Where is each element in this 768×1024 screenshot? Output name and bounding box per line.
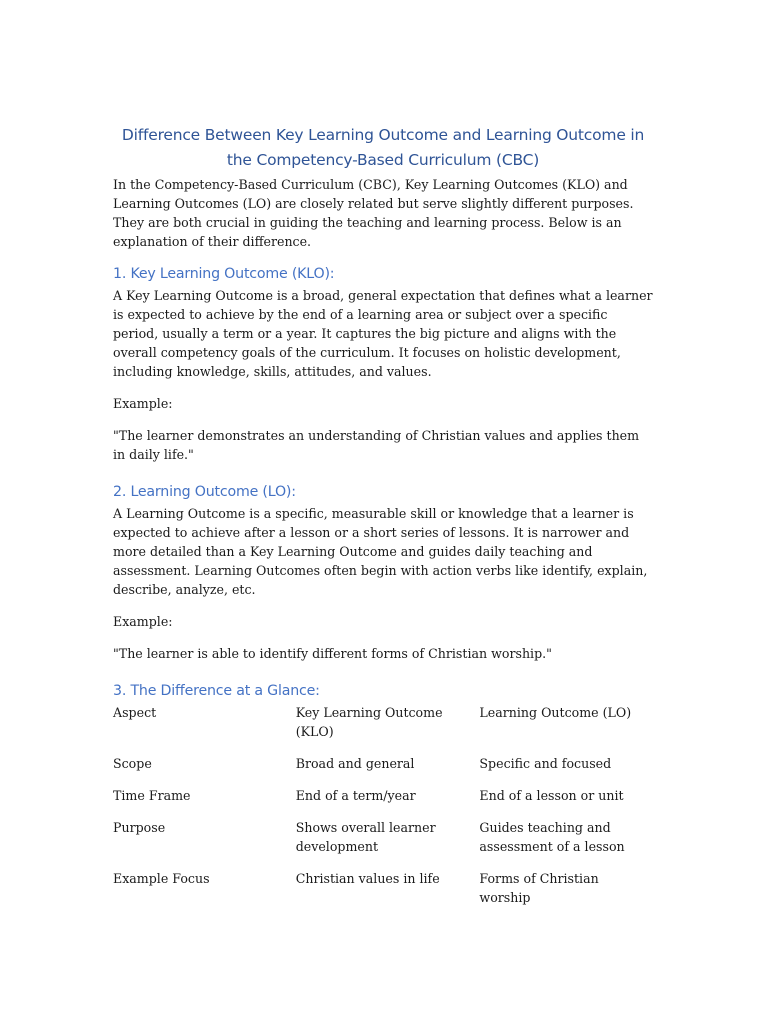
document-page [113,123,653,920]
comparison-table [113,703,653,920]
table-cell: Guides teaching and assessment of a lesson [479,820,625,854]
table-header-cell: Key Learning Outcome (KLO) [295,705,443,739]
table-cell: Purpose [113,820,166,835]
section-heading-lo: 2. Learning Outcome (LO): [113,484,296,500]
table-header-cell: Learning Outcome (LO) [479,705,632,720]
example-quote-klo: "The learner demonstrates an understanding of Christian values and applies them in daily life." [113,428,640,462]
document-title: Difference Between Key Learning Outcome and Learning Outcome in the Competency-Based Curriculum (CBC) [121,126,645,169]
example-quote-lo: "The learner is able to identify different forms of Christian worship." [113,646,552,661]
table-cell: Specific and focused [479,756,612,771]
table-cell: Forms of Christian worship [479,871,599,905]
table-cell: Time Frame [113,788,191,803]
table-cell: End of a lesson or unit [479,788,624,803]
table-cell: Broad and general [295,756,415,771]
table-header-row [113,703,653,754]
section-heading-difference: 3. The Difference at a Glance: [113,683,320,699]
table-row [113,818,653,869]
table-cell: Christian values in life [295,871,440,886]
section-heading-klo: 1. Key Learning Outcome (KLO): [113,266,335,282]
table-row [113,869,653,920]
table-row [113,754,653,786]
table-row [113,786,653,818]
example-label-klo: Example: [113,396,173,411]
table-cell: End of a term/year [295,788,416,803]
section-body-lo: A Learning Outcome is a specific, measurable skill or knowledge that a learner is expected to achieve after a lesson or a short series of lessons. It is narrower and more detailed than a Key Learning Outcome and guides daily teaching and assessment. Learning Outcomes often begin with action verbs like identify, explain, describe, analyze, etc. [113,506,648,597]
table-cell: Shows overall learner development [295,820,436,854]
section-body-klo: A Key Learning Outcome is a broad, general expectation that defines what a learner is expected to achieve by the end of a learning area or subject over a specific period, usually a term or a year. It captures the big picture and aligns with the overall competency goals of the curriculum. It focuses on holistic development, including knowledge, skills, attitudes, and values. [113,288,653,379]
table-cell: Example Focus [113,871,210,886]
example-label-lo: Example: [113,614,173,629]
table-header-cell: Aspect [113,705,157,720]
table-cell: Scope [113,756,152,771]
intro-paragraph: In the Competency-Based Curriculum (CBC), Key Learning Outcomes (KLO) and Learning Outcomes (LO) are closely related but serve slightly different purposes. They are both crucial in guiding the teaching and learning process. Below is an explanation of their difference. [113,177,634,249]
